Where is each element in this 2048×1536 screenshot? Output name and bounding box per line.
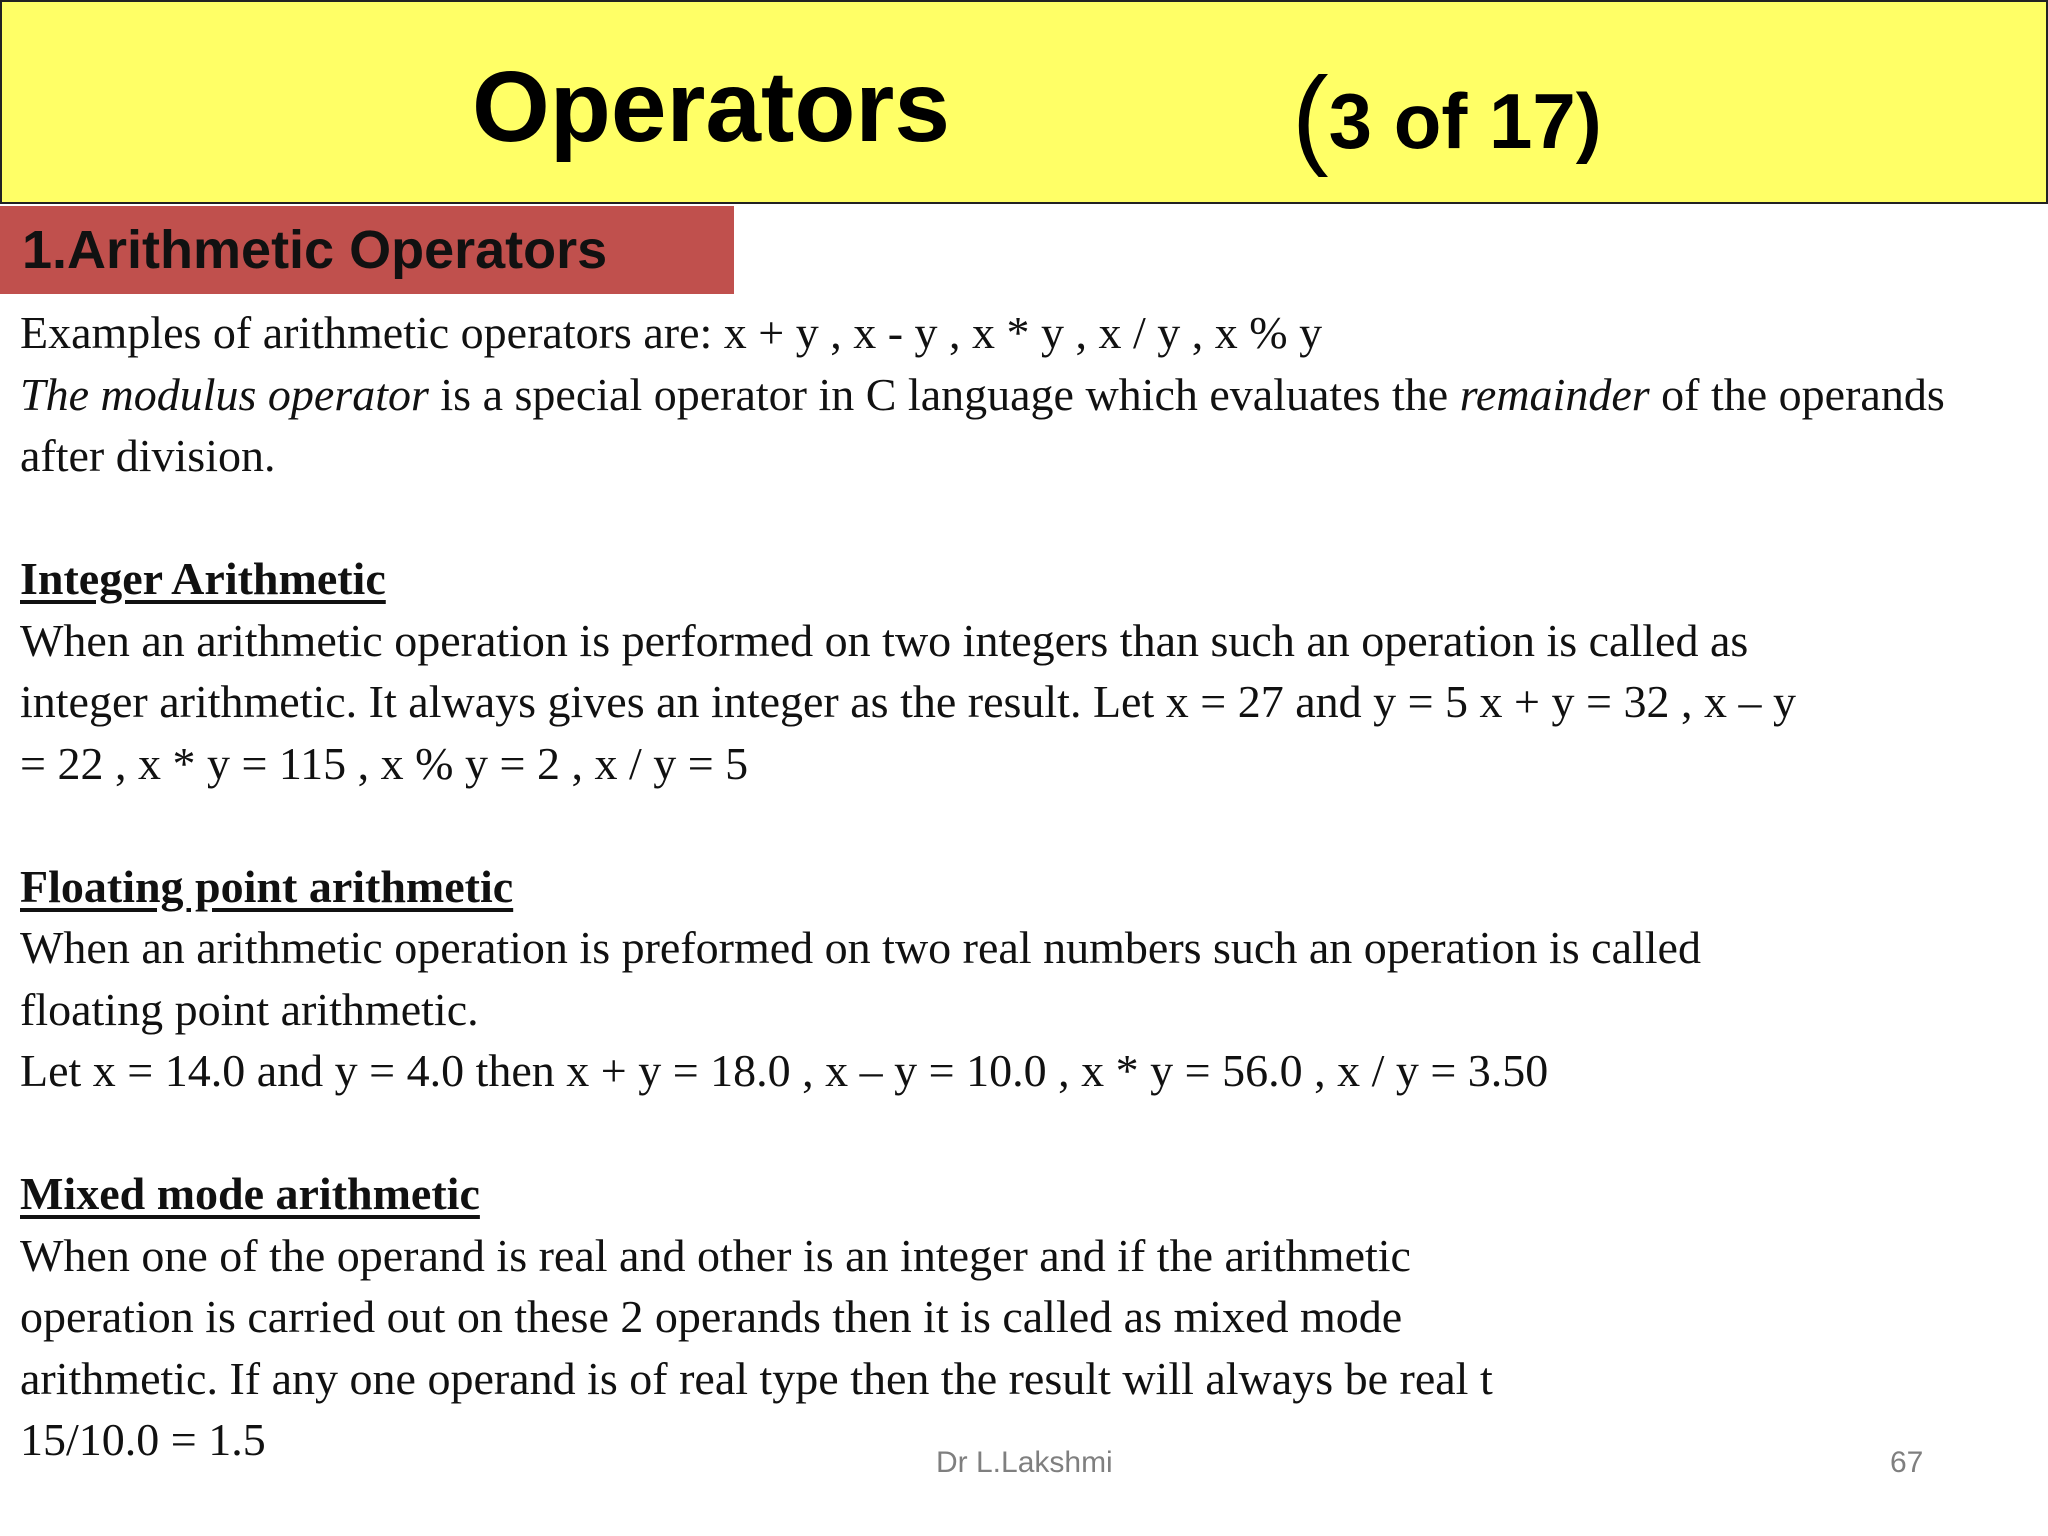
modulus-mid: is a special operator in C language which evaluates the bbox=[428, 368, 1460, 420]
intro-modulus bbox=[20, 364, 2030, 487]
mixed-mode-line-2: operation is carried out on these 2 operands then it is called as mixed mode bbox=[20, 1291, 1403, 1342]
floating-point-line-3: Let x = 14.0 and y = 4.0 then x + y = 18.0 , x – y = 10.0 , x * y = 56.0 , x / y = 3.50 bbox=[20, 1045, 1549, 1096]
spacer bbox=[20, 1102, 2030, 1164]
slide-title: Operators bbox=[472, 51, 950, 163]
slide-content bbox=[20, 302, 2030, 1471]
integer-arithmetic-line-3: = 22 , x * y = 115 , x % y = 2 , x / y = 5 bbox=[20, 737, 749, 789]
floating-point-heading: Floating point arithmetic bbox=[20, 860, 514, 912]
floating-point-line-2: floating point arithmetic. bbox=[20, 983, 479, 1035]
intro-examples: Examples of arithmetic operators are: x + y , x - y , x * y , x / y , x % y bbox=[20, 307, 1323, 358]
footer-author: Dr L.Lakshmi bbox=[936, 1446, 1113, 1479]
remainder-term: remainder bbox=[1459, 368, 1650, 420]
integer-arithmetic-heading: Integer Arithmetic bbox=[20, 553, 386, 604]
floating-point-line-1: When an arithmetic operation is preformed on two real numbers such an operation is called bbox=[20, 922, 1701, 973]
mixed-mode-heading: Mixed mode arithmetic bbox=[20, 1168, 480, 1219]
section-label: 1.Arithmetic Operators bbox=[22, 220, 608, 280]
integer-arithmetic-line-1: When an arithmetic operation is performed on two integers than such an operation is called as bbox=[20, 614, 1749, 666]
spacer bbox=[20, 794, 2030, 856]
title-bar bbox=[0, 0, 2048, 204]
modulus-end: of the operands after division. bbox=[20, 368, 1945, 481]
slide-counter-paren: ( bbox=[1292, 55, 1329, 178]
integer-arithmetic-line-2: integer arithmetic. It always gives an integer as the result. Let x = 27 and y = 5 x + y = 32 , x – y bbox=[20, 676, 1796, 727]
mixed-mode-line-1: When one of the operand is real and other is an integer and if the arithmetic bbox=[20, 1229, 1411, 1281]
slide-counter-text: 3 of 17) bbox=[1328, 77, 1602, 165]
mixed-mode-line-4: 15/10.0 = 1.5 bbox=[20, 1414, 266, 1465]
spacer bbox=[20, 487, 2030, 549]
modulus-term: The modulus operator bbox=[20, 368, 429, 420]
section-tab bbox=[0, 206, 734, 294]
footer-page-number: 67 bbox=[1890, 1446, 1924, 1479]
mixed-mode-line-3: arithmetic. If any one operand is of real type then the result will always be real t bbox=[20, 1352, 1493, 1404]
slide-counter bbox=[1292, 42, 1602, 196]
